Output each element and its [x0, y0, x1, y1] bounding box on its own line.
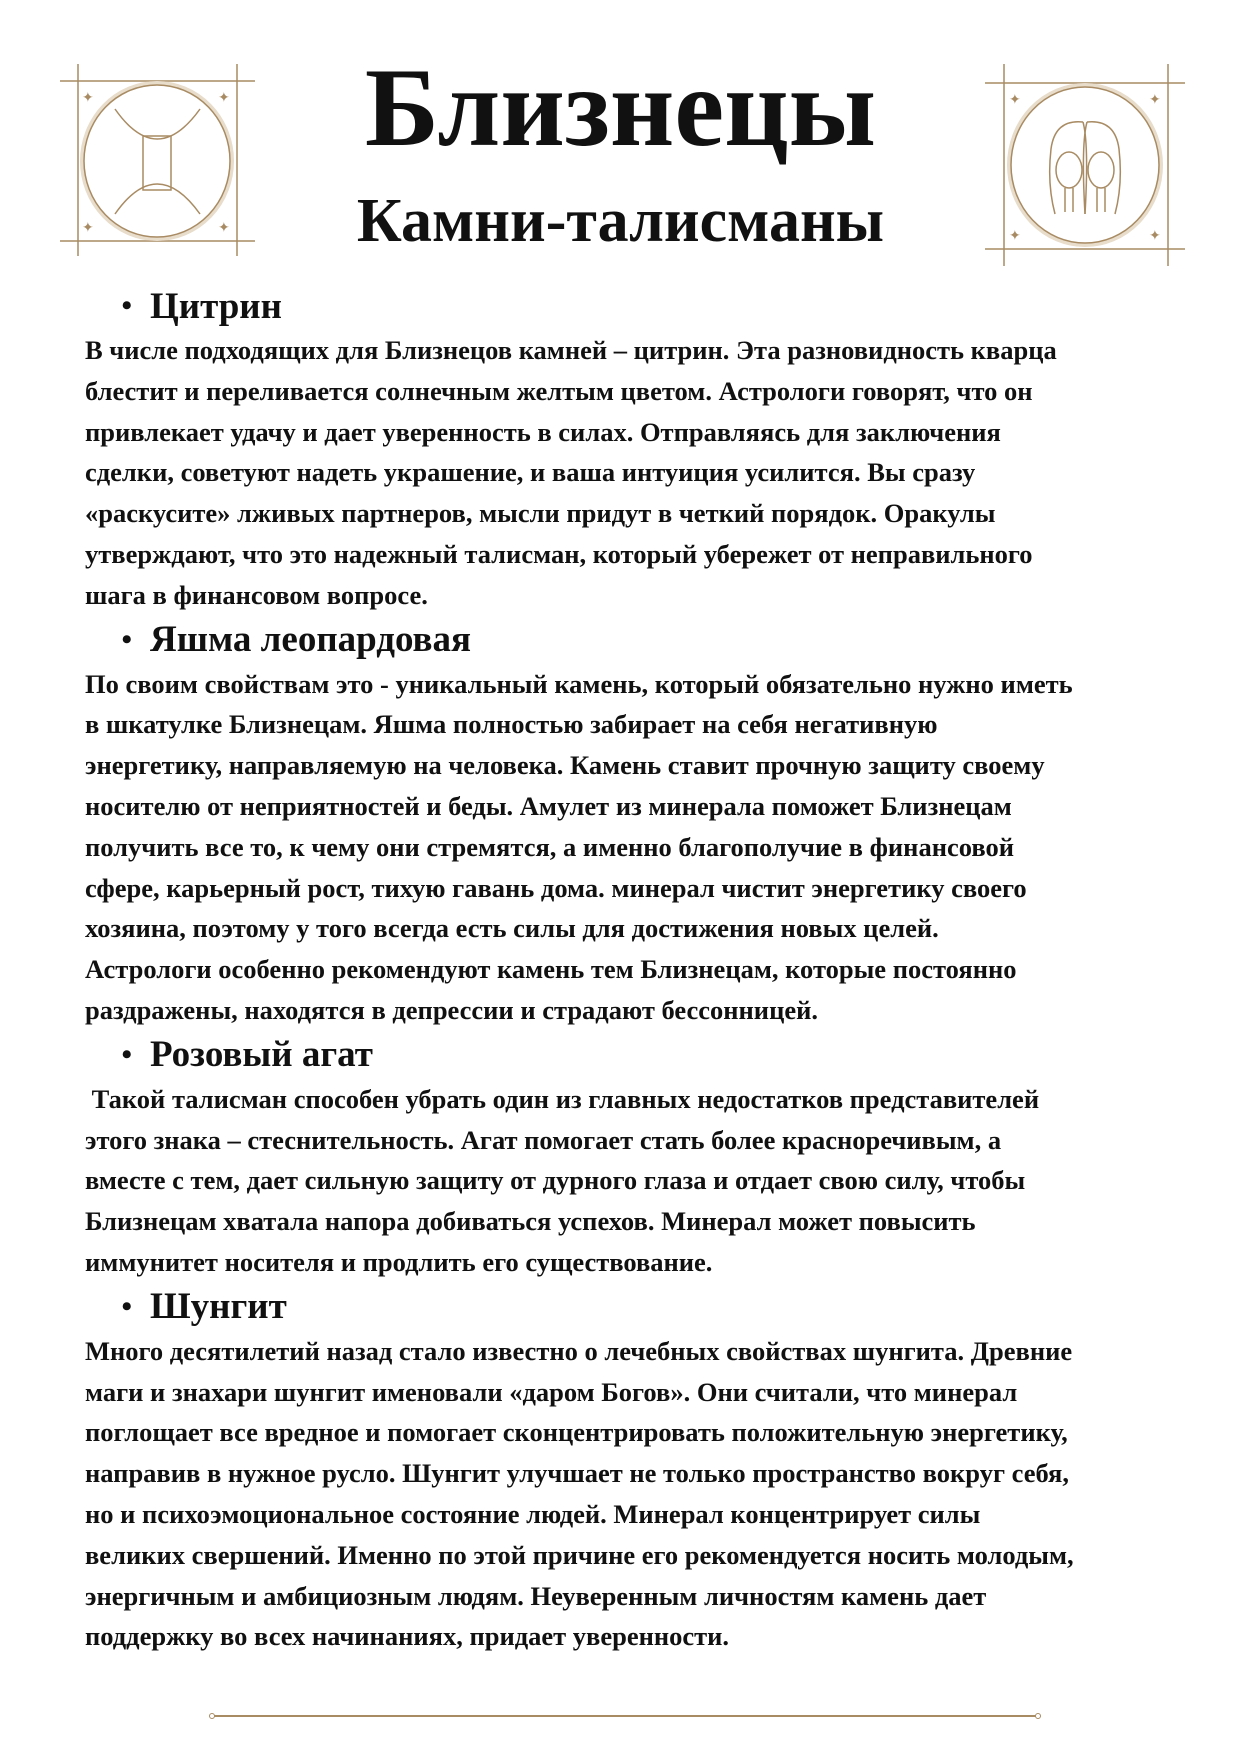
text-line: великих свершений. Именно по этой причине его рекомендуется носить молодым,: [85, 1539, 1074, 1570]
heading-text: Розовый агат: [150, 1034, 373, 1076]
text-line: В числе подходящих для Близнецов камней – цитрин. Эта разновидность кварца: [85, 335, 1057, 365]
text-line: раздражены, находятся в депрессии и страдают бессонницей.: [85, 994, 818, 1025]
text-line: «раскусите» лживых партнеров, мысли придут в четкий порядок. Оракулы: [85, 498, 996, 529]
section-shungite: [85, 1283, 1195, 1657]
text-line: Близнецам хватала напора добиваться успехов. Минерал может повысить: [85, 1206, 976, 1237]
text-line: поддержку во всех начинаниях, придает уверенности.: [85, 1621, 730, 1652]
heading-text: Цитрин: [150, 285, 282, 327]
section-heading: [85, 282, 1195, 330]
footer-divider: [209, 1712, 1041, 1720]
section-citrine: [85, 282, 1195, 616]
text-line: в шкатулке Близнецам. Яшма полностью забирает на себя негативную: [85, 709, 938, 740]
text-line: энергичным и амбициозным людям. Неуверенным личностям камень дает: [85, 1580, 987, 1611]
text-line: Астрологи особенно рекомендуют камень тем Близнецам, которые постоянно: [85, 954, 1017, 985]
heading-text: Яшма леопардовая: [150, 619, 472, 661]
bullet-icon: •: [121, 622, 132, 656]
text-line: привлекает удачу и дает уверенность в силах. Отправляясь для заключения: [85, 416, 1001, 447]
text-line: Такой талисман способен убрать один из главных недостатков представителей: [85, 1083, 1040, 1114]
section-heading: [85, 1031, 1195, 1079]
text-line: маги и знахари шунгит именовали «даром Богов». Они считали, что минерал: [85, 1376, 1018, 1407]
text-line: носителю от неприятностей и беды. Амулет из минерала поможет Близнецам: [85, 790, 1012, 821]
text-line: вместе с тем, дает сильную защиту от дурного глаза и отдает свою силу, чтобы: [85, 1165, 1026, 1196]
text-line: шага в финансовом вопросе.: [85, 579, 428, 610]
svg-text:✦: ✦: [1009, 92, 1021, 108]
svg-text:✦: ✦: [218, 220, 230, 236]
text-line: Много десятилетий назад стало известно о лечебных свойствах шунгита. Древние: [85, 1335, 1073, 1366]
svg-text:✦: ✦: [1149, 92, 1161, 108]
paragraph: [85, 1331, 1195, 1657]
text-line: иммунитет носителя и продлить его существование.: [85, 1246, 713, 1277]
paragraph: [85, 664, 1195, 1031]
bullet-icon: •: [121, 1037, 132, 1071]
text-line: поглощает все вредное и помогает сконцентрировать положительную энергетику,: [85, 1417, 1068, 1448]
section-heading: [85, 616, 1195, 664]
text-line: хозяина, поэтому у того всегда есть силы для достижения новых целей.: [85, 913, 939, 944]
text-line: блестит и переливается солнечным желтым цветом. Астрологи говорят, что он: [85, 375, 1033, 406]
text-line: энергетику, направляемую на человека. Камень ставит прочную защиту своему: [85, 750, 1045, 781]
text-line: но и психоэмоциональное состояние людей. Минерал концентрирует силы: [85, 1498, 981, 1529]
svg-text:✦: ✦: [82, 220, 94, 236]
page-title: Близнецы: [364, 46, 877, 170]
paragraph: [85, 1079, 1195, 1283]
heading-text: Шунгит: [150, 1286, 287, 1328]
section-heading: [85, 1283, 1195, 1331]
text-line: По своим свойствам это - уникальный камень, который обязательно нужно иметь: [85, 668, 1073, 699]
section-agate: [85, 1031, 1195, 1283]
stones-list: [85, 282, 1195, 1657]
paragraph: [85, 330, 1195, 616]
svg-text:✦: ✦: [1149, 228, 1161, 244]
svg-text:✦: ✦: [218, 90, 230, 106]
text-line: сфере, карьерный рост, тихую гавань дома. минерал чистит энергетику своего: [85, 872, 1027, 903]
svg-text:✦: ✦: [82, 90, 94, 106]
page-subtitle: Камни-талисманы: [356, 187, 885, 255]
bullet-icon: •: [121, 289, 132, 322]
svg-text:✦: ✦: [1009, 228, 1021, 244]
text-line: сделки, советуют надеть украшение, и ваша интуиция усилится. Вы сразу: [85, 457, 976, 488]
text-line: направив в нужное русло. Шунгит улучшает не только пространство вокруг себя,: [85, 1458, 1070, 1489]
section-jasper: [85, 616, 1195, 1031]
text-line: этого знака – стеснительность. Агат помогает стать более красноречивым, а: [85, 1124, 1002, 1155]
text-line: утверждают, что это надежный талисман, который убережет от неправильного: [85, 538, 1033, 569]
text-line: получить все то, к чему они стремятся, а именно благополучие в финансовой: [85, 831, 1014, 862]
bullet-icon: •: [121, 1289, 132, 1323]
